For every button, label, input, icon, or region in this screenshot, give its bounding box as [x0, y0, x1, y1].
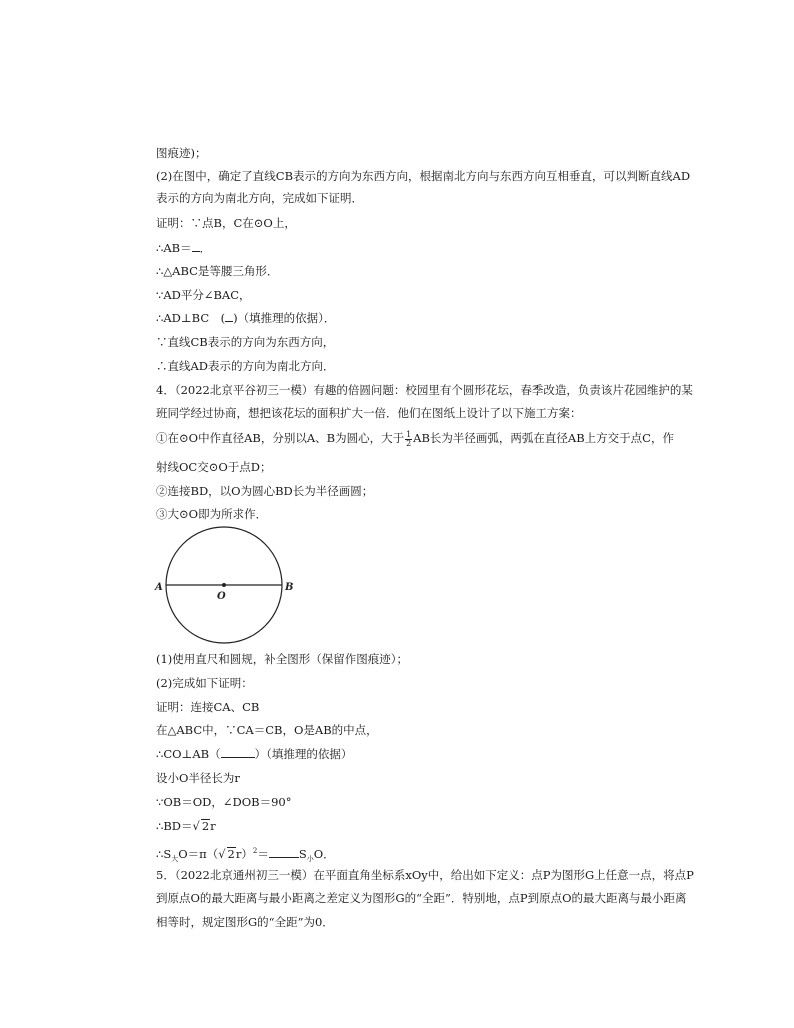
answer-blank[interactable]	[269, 857, 299, 858]
text-segment: ∴AB＝	[156, 241, 192, 255]
problem-4-title: 4．（2022北京平谷初三一模）有趣的倍圆问题：校园里有个圆形花坛，春季改造，负责该片花园维护的某	[156, 383, 693, 397]
text-segment: O．	[313, 847, 335, 861]
text-segment: S	[298, 847, 307, 861]
text-line: ∴直线AD表示的方向为南北方向．	[156, 359, 335, 373]
text-line: (2)完成如下证明：	[156, 676, 253, 690]
text-line	[156, 746, 352, 762]
text-line: (2)在图中，确定了直线CB表示的方向为东西方向，根据南北方向与东西方向互相垂直，可以判断直线AD	[156, 169, 691, 183]
sqrt-sign: √	[192, 819, 200, 833]
text-segment: ．	[199, 241, 212, 255]
text-line: ∵OB＝OD，∠DOB＝90°	[156, 795, 292, 809]
text-line: (1)使用直尺和圆规，补全图形（保留作图痕迹）；	[156, 652, 409, 666]
text-line: ∴△ABC是等腰三角形．	[156, 264, 279, 278]
text-line	[156, 430, 674, 448]
text-line: ∵AD平分∠BAC，	[156, 288, 251, 302]
text-line: 在△ABC中，∵CA＝CB，O是AB的中点，	[156, 723, 378, 737]
label-o: O	[217, 591, 226, 602]
text-segment: ∴BD＝	[156, 819, 193, 833]
subscript: 小	[306, 855, 314, 863]
subscript: 大	[171, 855, 179, 863]
text-line: 班同学经过协商，想把该花坛的面积扩大一倍．他们在图纸上设计了以下施工方案：	[156, 406, 582, 420]
text-segment: ＝	[257, 847, 269, 861]
text-segment: r	[210, 819, 216, 833]
sqrt-radicand: 2	[201, 819, 210, 833]
circle-figure	[150, 524, 300, 648]
text-line: 图痕迹)；	[156, 146, 207, 160]
text-line	[156, 310, 335, 326]
answer-blank[interactable]	[192, 251, 200, 252]
sqrt-sign: √	[218, 847, 226, 861]
text-segment: ∴AD⊥BC (	[156, 311, 226, 325]
label-a: A	[155, 582, 163, 593]
text-line: 相等时，规定图形G的“全距”为0．	[156, 915, 334, 929]
text-line: 证明：∵点B，C在⊙O上，	[156, 216, 296, 230]
text-line: 到原点O的最大距离与最小距离之差定义为图形G的“全距”．特别地，点P到原点O的最大距离与最小距离	[156, 891, 687, 905]
text-segment: ）（填推理的依据）	[254, 747, 353, 761]
answer-blank[interactable]	[221, 757, 255, 758]
text-line	[156, 843, 335, 867]
problem-5-title: 5．（2022北京通州初三一模）在平面直角坐标系xOy中，给出如下定义：点P为图形G上任意一点，将点P	[156, 868, 694, 882]
text-line	[156, 240, 211, 256]
text-line: 设小O半径长为r	[156, 771, 240, 785]
fraction-numerator: 1	[406, 429, 412, 439]
fraction-half	[405, 431, 412, 448]
text-segment: O＝π（	[178, 847, 219, 861]
superscript: 2	[252, 847, 258, 855]
text-segment: AB长为半径画弧，两弧在直径AB上方交于点C，作	[413, 431, 674, 445]
sqrt-radicand: 2	[227, 847, 235, 861]
text-line: ②连接BD，以O为圆心BD长为半径画圆；	[156, 484, 374, 498]
text-line: 证明：连接CA、CB	[156, 700, 260, 714]
text-line: 表示的方向为南北方向，完成如下证明．	[156, 191, 363, 205]
fraction-denominator: 2	[406, 438, 412, 448]
text-line: 射线OC交⊙O于点D；	[156, 460, 272, 474]
text-line: ∵直线CB表示的方向为东西方向，	[156, 335, 335, 349]
answer-blank[interactable]	[225, 321, 233, 322]
text-line: ③大⊙O即为所求作．	[156, 507, 268, 521]
center-point	[222, 583, 226, 587]
text-segment: ∴S	[156, 847, 172, 861]
text-segment: ∴CO⊥AB（	[156, 747, 221, 761]
text-segment: r）	[235, 847, 253, 861]
text-line	[156, 818, 216, 834]
text-segment: )（填推理的依据）．	[233, 311, 336, 325]
label-b: B	[285, 582, 294, 593]
text-segment: ①在⊙O中作直径AB，分别以A、B为圆心，大于	[156, 431, 405, 445]
